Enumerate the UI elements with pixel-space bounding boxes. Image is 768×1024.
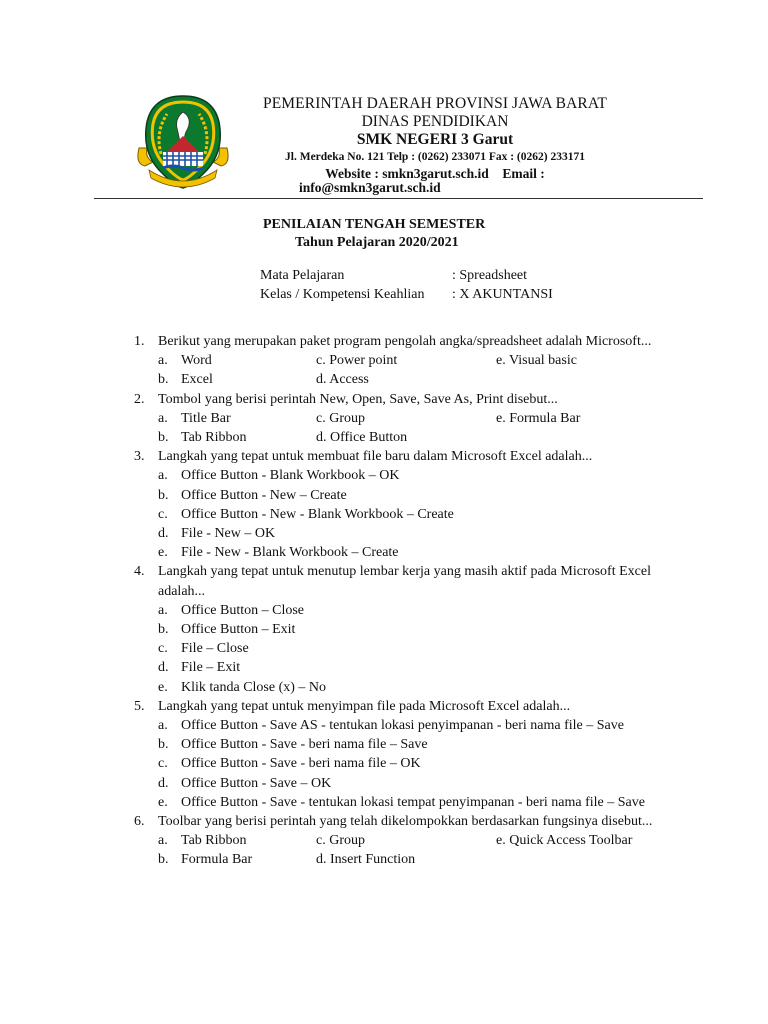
option-text: e. Quick Access Toolbar	[496, 833, 633, 849]
option-text: Office Button - New – Create	[181, 487, 347, 503]
option-text: Word	[181, 353, 212, 369]
option-letter: c.	[158, 506, 168, 522]
school-address: Jl. Merdeka No. 121 Telp : (0262) 233071 Fax : (0262) 233171	[285, 151, 585, 163]
option-letter: b.	[158, 852, 169, 868]
option-letter: d.	[158, 660, 169, 676]
option-b	[158, 428, 316, 447]
option-d	[158, 524, 674, 543]
question-3-options	[158, 466, 674, 562]
option-letter: b.	[158, 622, 169, 638]
option-letter: d.	[158, 526, 169, 542]
option-text: Office Button - Blank Workbook – OK	[181, 468, 400, 484]
question-2	[134, 390, 674, 409]
jawa-barat-emblem-logo	[133, 92, 233, 192]
option-b	[158, 486, 674, 505]
question-6-options	[158, 831, 674, 869]
question-4	[134, 562, 674, 600]
option-e	[158, 793, 674, 812]
option-letter: c.	[158, 756, 168, 772]
option-text: File - New - Blank Workbook – Create	[181, 545, 399, 561]
question-number: 1.	[134, 334, 145, 349]
question-number: 2.	[134, 391, 145, 407]
option-e	[496, 409, 666, 428]
class-label: Kelas / Kompetensi Keahlian	[260, 286, 425, 302]
question-4-options	[158, 601, 674, 697]
option-text: Office Button - Save AS - tentukan lokasi penyimpanan - beri nama file – Save	[181, 718, 624, 734]
question-text: Langkah yang tepat untuk menutup lembar kerja yang masih aktif pada Microsoft Excel adalah...	[158, 564, 651, 599]
question-number: 4.	[134, 564, 145, 580]
option-c	[316, 351, 496, 370]
option-e	[158, 543, 674, 562]
option-letter: e.	[158, 545, 168, 561]
question-number: 6.	[134, 814, 145, 830]
question-text: Toolbar yang berisi perintah yang telah dikelompokkan berdasarkan fungsinya disebut...	[158, 814, 653, 830]
option-text: Office Button - Save - tentukan lokasi tempat penyimpanan - beri nama file – Save	[181, 794, 645, 810]
option-d	[316, 370, 496, 389]
option-e	[496, 831, 666, 850]
option-text: c. Group	[316, 833, 365, 849]
option-text: Office Button - Save – OK	[181, 775, 332, 791]
option-e	[496, 351, 666, 370]
option-text: Office Button - New - Blank Workbook – Create	[181, 506, 454, 522]
question-text: Berikut yang merupakan paket program pengolah angka/spreadsheet adalah Microsoft...	[158, 334, 652, 349]
header-divider	[94, 198, 703, 199]
question-6	[134, 812, 674, 831]
option-letter: a.	[158, 410, 168, 426]
option-text: Klik tanda Close (x) – No	[181, 679, 327, 695]
option-c	[158, 754, 674, 773]
option-text: d. Insert Function	[316, 852, 416, 868]
option-a	[158, 351, 316, 370]
option-text: d. Office Button	[316, 430, 408, 446]
school-name: SMK NEGERI 3 Garut	[356, 131, 514, 148]
option-d	[316, 850, 496, 869]
option-letter: c.	[158, 641, 168, 657]
exam-title: PENILAIAN TENGAH SEMESTER	[263, 217, 486, 232]
option-text: Office Button - Save - beri nama file – Save	[181, 737, 428, 753]
option-d	[316, 428, 496, 447]
option-c	[316, 831, 496, 850]
question-3	[134, 447, 674, 466]
meta-class-row	[260, 286, 553, 305]
option-text: e. Visual basic	[496, 353, 577, 369]
option-a	[158, 466, 674, 485]
option-empty	[496, 370, 666, 389]
option-b	[158, 370, 316, 389]
option-letter: a.	[158, 602, 168, 618]
question-text: Langkah yang tepat untuk membuat file baru dalam Microsoft Excel adalah...	[158, 449, 593, 465]
option-letter: a.	[158, 468, 168, 484]
class-value: : X AKUNTANSI	[452, 286, 553, 302]
subject-label: Mata Pelajaran	[260, 268, 345, 283]
question-text: Tombol yang berisi perintah New, Open, Save, Save As, Print disebut...	[158, 391, 558, 407]
option-letter: a.	[158, 353, 168, 369]
question-5	[134, 697, 674, 716]
academic-year: Tahun Pelajaran 2020/2021	[295, 235, 459, 250]
question-list	[134, 332, 674, 870]
option-a	[158, 409, 316, 428]
meta-subject-row	[260, 267, 553, 286]
option-letter: b.	[158, 487, 169, 503]
option-letter: b.	[158, 430, 169, 446]
subject-value: : Spreadsheet	[452, 268, 528, 283]
option-a	[158, 601, 674, 620]
question-number: 5.	[134, 698, 145, 714]
option-letter: b.	[158, 372, 169, 388]
question-number: 3.	[134, 449, 145, 465]
option-text: c. Group	[316, 410, 365, 426]
option-text: File - New – OK	[181, 526, 276, 542]
option-text: e. Formula Bar	[496, 410, 581, 426]
question-1-options	[158, 351, 674, 389]
email-address: info@smkn3garut.sch.id	[299, 180, 441, 195]
letterhead	[240, 94, 630, 183]
option-letter: e.	[158, 679, 168, 695]
question-1	[134, 332, 674, 351]
option-letter: a.	[158, 718, 168, 734]
department-name: DINAS PENDIDIKAN	[361, 113, 509, 130]
option-text: Office Button – Close	[181, 602, 305, 618]
option-empty	[496, 850, 666, 869]
option-b	[158, 850, 316, 869]
option-text: Office Button – Exit	[181, 622, 296, 638]
option-text: d. Access	[316, 372, 369, 388]
option-c	[316, 409, 496, 428]
option-b	[158, 735, 674, 754]
website-line: Website : smkn3garut.sch.id Email :	[325, 166, 545, 181]
option-a	[158, 831, 316, 850]
option-text: Formula Bar	[181, 852, 253, 868]
option-d	[158, 658, 674, 677]
option-e	[158, 678, 674, 697]
option-d	[158, 774, 674, 793]
government-name: PEMERINTAH DAERAH PROVINSI JAWA BARAT	[263, 95, 607, 112]
exam-meta	[260, 267, 553, 304]
option-letter: e.	[158, 794, 168, 810]
option-a	[158, 716, 674, 735]
option-c	[158, 639, 674, 658]
option-text: Office Button - Save - beri nama file – OK	[181, 756, 421, 772]
option-text: Tab Ribbon	[181, 430, 247, 446]
question-text: Langkah yang tepat untuk menyimpan file pada Microsoft Excel adalah...	[158, 698, 571, 714]
option-c	[158, 505, 674, 524]
option-text: Title Bar	[181, 410, 231, 426]
option-letter: d.	[158, 775, 169, 791]
option-text: File – Close	[181, 641, 249, 657]
option-empty	[496, 428, 666, 447]
option-b	[158, 620, 674, 639]
option-text: c. Power point	[316, 353, 398, 369]
option-text: File – Exit	[181, 660, 241, 676]
option-text: Excel	[181, 372, 213, 388]
option-letter: b.	[158, 737, 169, 753]
option-letter: a.	[158, 833, 168, 849]
question-5-options	[158, 716, 674, 812]
question-2-options	[158, 409, 674, 447]
option-text: Tab Ribbon	[181, 833, 247, 849]
